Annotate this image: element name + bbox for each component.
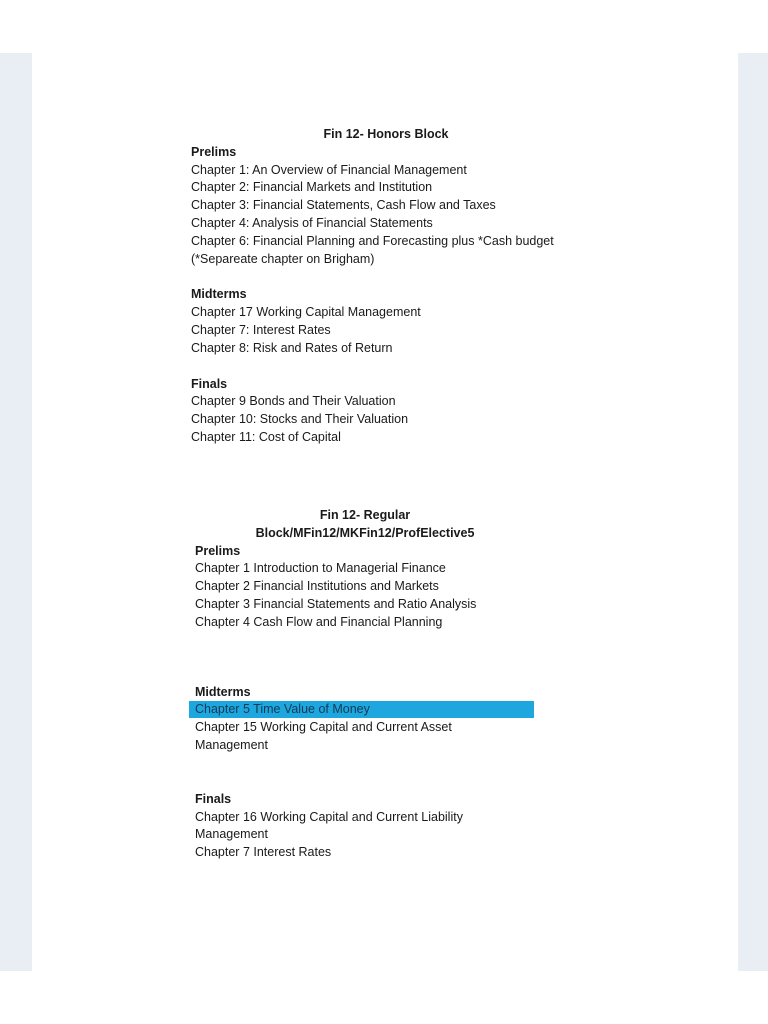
left-gutter (0, 53, 32, 971)
document-page (32, 53, 738, 971)
list-item: Chapter 7 Interest Rates (195, 845, 332, 860)
list-item: Chapter 11: Cost of Capital (191, 429, 341, 444)
highlighted-list-item[interactable] (195, 701, 555, 719)
list-item: Chapter 1 Introduction to Managerial Finance (195, 561, 446, 576)
text-selection-highlight[interactable]: Chapter 5 Time Value of Money (189, 701, 534, 718)
list-item: Chapter 4: Analysis of Financial Statements (191, 215, 433, 230)
honors-block (191, 126, 571, 447)
list-item: Chapter 10: Stocks and Their Valuation (191, 412, 409, 427)
list-item: Chapter 6: Financial Planning and Forecasting plus *Cash budget (*Separeate chapter on Brigham) (191, 233, 554, 266)
honors-finals-heading: Finals (191, 376, 228, 391)
list-item: Chapter 9 Bonds and Their Valuation (191, 394, 396, 409)
regular-finals-heading: Finals (195, 791, 232, 806)
regular-midterms-heading: Midterms (195, 684, 251, 699)
regular-title-line1: Fin 12- Regular (319, 508, 411, 522)
list-item: Chapter 2 Financial Institutions and Markets (195, 579, 439, 594)
honors-title: Fin 12- Honors Block (323, 127, 449, 141)
honors-midterms-heading: Midterms (191, 287, 247, 302)
regular-title-line2: Block/MFin12/MKFin12/ProfElective5 (255, 525, 475, 540)
list-item: Chapter 3 Financial Statements and Ratio Analysis (195, 596, 477, 611)
list-item: Chapter 17 Working Capital Management (191, 305, 421, 320)
list-item: Chapter 16 Working Capital and Current Liability Management (195, 809, 463, 842)
list-item: Chapter 3: Financial Statements, Cash Flow and Taxes (191, 198, 496, 213)
regular-prelims-heading: Prelims (195, 543, 241, 558)
list-item: Chapter 1: An Overview of Financial Management (191, 162, 467, 177)
list-item: Chapter 15 Working Capital and Current Asset Management (195, 720, 452, 752)
list-item: Chapter 2: Financial Markets and Institution (191, 180, 433, 195)
honors-prelims-heading: Prelims (191, 144, 237, 159)
list-item: Chapter 7: Interest Rates (191, 322, 331, 337)
list-item: Chapter 4 Cash Flow and Financial Planning (195, 614, 443, 629)
list-item: Chapter 8: Risk and Rates of Return (191, 340, 393, 355)
right-gutter (738, 53, 768, 971)
regular-block (195, 507, 555, 862)
